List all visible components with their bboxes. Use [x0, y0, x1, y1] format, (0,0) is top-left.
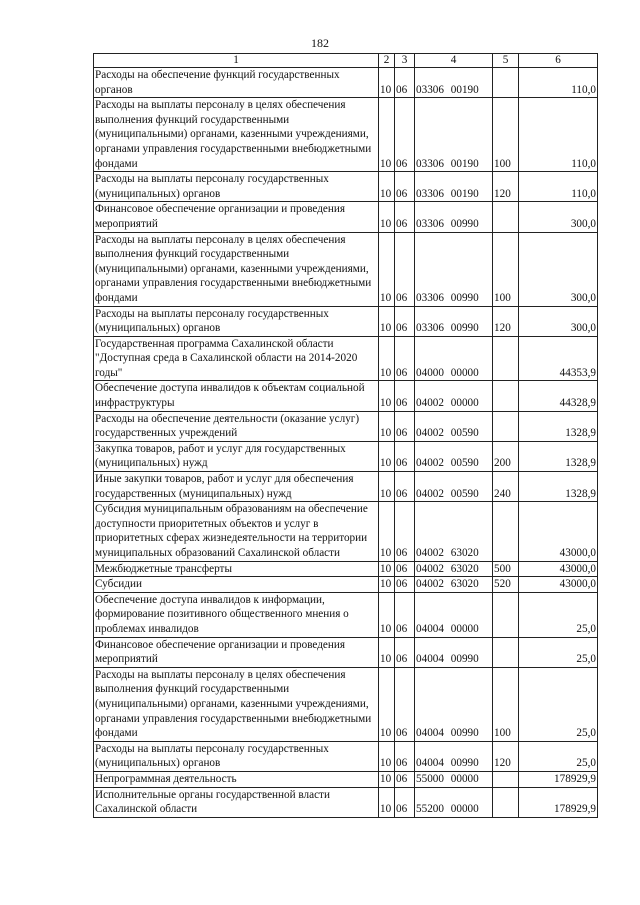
row-amount: 44353,9 — [519, 336, 598, 381]
row-name: Расходы на выплаты персоналу государственных (муниципальных) органов — [94, 741, 379, 771]
table-row — [94, 561, 598, 577]
row-amount: 110,0 — [519, 172, 598, 202]
table-row — [94, 787, 598, 817]
page-number: 182 — [311, 36, 329, 50]
row-name: Субсидия муниципальным образованиям на обеспечение доступности приоритетных объектов и услуг в приоритетных сферах жизнедеятельности на территории муниципальных образований Сахалинской области — [94, 502, 379, 561]
row-name: Расходы на выплаты персоналу государственных (муниципальных) органов — [94, 306, 379, 336]
row-amount: 43000,0 — [519, 502, 598, 561]
row-subsection: 06 — [395, 741, 415, 771]
header-col-1: 1 — [94, 54, 379, 68]
row-amount: 44328,9 — [519, 381, 598, 411]
row-amount: 300,0 — [519, 232, 598, 306]
table-row — [94, 741, 598, 771]
row-subsection: 06 — [395, 592, 415, 637]
table-row — [94, 502, 598, 561]
row-target-code: 04002 00590 — [415, 411, 493, 441]
row-target-code: 04002 00000 — [415, 381, 493, 411]
row-name: Непрограммная деятельность — [94, 771, 379, 787]
row-expense-type — [493, 787, 519, 817]
row-amount: 25,0 — [519, 637, 598, 667]
row-target-code: 04002 00590 — [415, 472, 493, 502]
row-amount: 25,0 — [519, 592, 598, 637]
row-name: Расходы на выплаты персоналу государственных (муниципальных) органов — [94, 172, 379, 202]
header-col-6: 6 — [519, 54, 598, 68]
header-col-2: 2 — [379, 54, 395, 68]
row-subsection: 06 — [395, 577, 415, 593]
row-target-code: 55200 00000 — [415, 787, 493, 817]
row-expense-type — [493, 411, 519, 441]
row-target-code: 04004 00990 — [415, 741, 493, 771]
table-row — [94, 411, 598, 441]
row-target-code: 04002 63020 — [415, 561, 493, 577]
row-subsection: 06 — [395, 637, 415, 667]
table-row — [94, 202, 598, 232]
row-expense-type — [493, 592, 519, 637]
row-amount: 300,0 — [519, 202, 598, 232]
row-subsection: 06 — [395, 172, 415, 202]
row-section: 10 — [379, 441, 395, 471]
row-expense-type: 100 — [493, 232, 519, 306]
row-subsection: 06 — [395, 667, 415, 741]
row-section: 10 — [379, 561, 395, 577]
row-amount: 25,0 — [519, 741, 598, 771]
row-target-code: 04004 00000 — [415, 592, 493, 637]
row-subsection: 06 — [395, 787, 415, 817]
row-subsection: 06 — [395, 68, 415, 98]
row-section: 10 — [379, 68, 395, 98]
row-target-code: 03306 00990 — [415, 202, 493, 232]
row-expense-type — [493, 336, 519, 381]
row-target-code: 03306 00990 — [415, 232, 493, 306]
row-section: 10 — [379, 502, 395, 561]
row-section: 10 — [379, 667, 395, 741]
row-expense-type: 120 — [493, 306, 519, 336]
row-subsection: 06 — [395, 336, 415, 381]
row-subsection: 06 — [395, 441, 415, 471]
table-row — [94, 306, 598, 336]
row-name: Финансовое обеспечение организации и проведения мероприятий — [94, 637, 379, 667]
row-name: Расходы на выплаты персоналу в целях обеспечения выполнения функций государственными (муниципальными) органами, казенными учреждениями, органами управления государственными внебюджетными фондами — [94, 232, 379, 306]
header-col-5: 5 — [493, 54, 519, 68]
header-col-3: 3 — [395, 54, 415, 68]
row-section: 10 — [379, 232, 395, 306]
row-name: Обеспечение доступа инвалидов к объектам социальной инфраструктуры — [94, 381, 379, 411]
row-amount: 43000,0 — [519, 561, 598, 577]
row-section: 10 — [379, 637, 395, 667]
row-name: Государственная программа Сахалинской области "Доступная среда в Сахалинской области на 2014-2020 годы" — [94, 336, 379, 381]
table-row — [94, 336, 598, 381]
row-expense-type — [493, 381, 519, 411]
row-expense-type — [493, 502, 519, 561]
row-expense-type: 120 — [493, 172, 519, 202]
row-name: Межбюджетные трансферты — [94, 561, 379, 577]
row-section: 10 — [379, 98, 395, 172]
row-subsection: 06 — [395, 472, 415, 502]
row-expense-type — [493, 202, 519, 232]
row-expense-type: 120 — [493, 741, 519, 771]
row-expense-type: 200 — [493, 441, 519, 471]
row-section: 10 — [379, 411, 395, 441]
row-expense-type — [493, 637, 519, 667]
row-target-code: 04002 00590 — [415, 441, 493, 471]
row-name: Расходы на обеспечение функций государственных органов — [94, 68, 379, 98]
table-row — [94, 592, 598, 637]
row-section: 10 — [379, 202, 395, 232]
row-name: Расходы на выплаты персоналу в целях обеспечения выполнения функций государственными (муниципальными) органами, казенными учреждениями, органами управления государственными внебюджетными фондами — [94, 667, 379, 741]
row-name: Закупка товаров, работ и услуг для государственных (муниципальных) нужд — [94, 441, 379, 471]
row-target-code: 04002 63020 — [415, 577, 493, 593]
row-subsection: 06 — [395, 306, 415, 336]
table-row — [94, 98, 598, 172]
row-subsection: 06 — [395, 561, 415, 577]
row-subsection: 06 — [395, 98, 415, 172]
row-amount: 300,0 — [519, 306, 598, 336]
row-subsection: 06 — [395, 202, 415, 232]
row-subsection: 06 — [395, 411, 415, 441]
table-row — [94, 441, 598, 471]
row-subsection: 06 — [395, 232, 415, 306]
header-col-4: 4 — [415, 54, 493, 68]
row-amount: 178929,9 — [519, 787, 598, 817]
row-subsection: 06 — [395, 502, 415, 561]
row-section: 10 — [379, 771, 395, 787]
row-target-code: 04004 00990 — [415, 667, 493, 741]
row-name: Исполнительные органы государственной власти Сахалинской области — [94, 787, 379, 817]
row-target-code: 04002 63020 — [415, 502, 493, 561]
row-name: Расходы на выплаты персоналу в целях обеспечения выполнения функций государственными (муниципальными) органами, казенными учреждениями, органами управления государственными внебюджетными фондами — [94, 98, 379, 172]
row-name: Финансовое обеспечение организации и проведения мероприятий — [94, 202, 379, 232]
row-subsection: 06 — [395, 381, 415, 411]
row-target-code: 03306 00190 — [415, 98, 493, 172]
row-expense-type: 100 — [493, 667, 519, 741]
row-expense-type: 240 — [493, 472, 519, 502]
table-row — [94, 381, 598, 411]
table-header — [94, 54, 598, 68]
row-target-code: 03306 00190 — [415, 172, 493, 202]
row-amount: 1328,9 — [519, 441, 598, 471]
row-amount: 1328,9 — [519, 472, 598, 502]
table-row — [94, 472, 598, 502]
row-expense-type — [493, 771, 519, 787]
row-section: 10 — [379, 787, 395, 817]
row-expense-type — [493, 68, 519, 98]
table-row — [94, 577, 598, 593]
row-name: Субсидии — [94, 577, 379, 593]
row-amount: 43000,0 — [519, 577, 598, 593]
row-amount: 1328,9 — [519, 411, 598, 441]
row-amount: 25,0 — [519, 667, 598, 741]
row-subsection: 06 — [395, 771, 415, 787]
row-amount: 178929,9 — [519, 771, 598, 787]
row-target-code: 03306 00190 — [415, 68, 493, 98]
row-name: Иные закупки товаров, работ и услуг для обеспечения государственных (муниципальных) нужд — [94, 472, 379, 502]
row-amount: 110,0 — [519, 68, 598, 98]
row-section: 10 — [379, 381, 395, 411]
table-row — [94, 771, 598, 787]
budget-table — [93, 53, 598, 818]
row-section: 10 — [379, 472, 395, 502]
row-target-code: 03306 00990 — [415, 306, 493, 336]
row-name: Обеспечение доступа инвалидов к информации, формирование позитивного общественного мнения о проблемах инвалидов — [94, 592, 379, 637]
row-section: 10 — [379, 306, 395, 336]
row-name: Расходы на обеспечение деятельности (оказание услуг) государственных учреждений — [94, 411, 379, 441]
table-row — [94, 637, 598, 667]
row-section: 10 — [379, 336, 395, 381]
row-section: 10 — [379, 172, 395, 202]
row-expense-type: 100 — [493, 98, 519, 172]
table-row — [94, 68, 598, 98]
row-expense-type: 520 — [493, 577, 519, 593]
row-section: 10 — [379, 592, 395, 637]
table-row — [94, 172, 598, 202]
row-target-code: 04000 00000 — [415, 336, 493, 381]
row-target-code: 55000 00000 — [415, 771, 493, 787]
row-expense-type: 500 — [493, 561, 519, 577]
row-amount: 110,0 — [519, 98, 598, 172]
row-section: 10 — [379, 577, 395, 593]
row-target-code: 04004 00990 — [415, 637, 493, 667]
table-row — [94, 667, 598, 741]
table-row — [94, 232, 598, 306]
row-section: 10 — [379, 741, 395, 771]
